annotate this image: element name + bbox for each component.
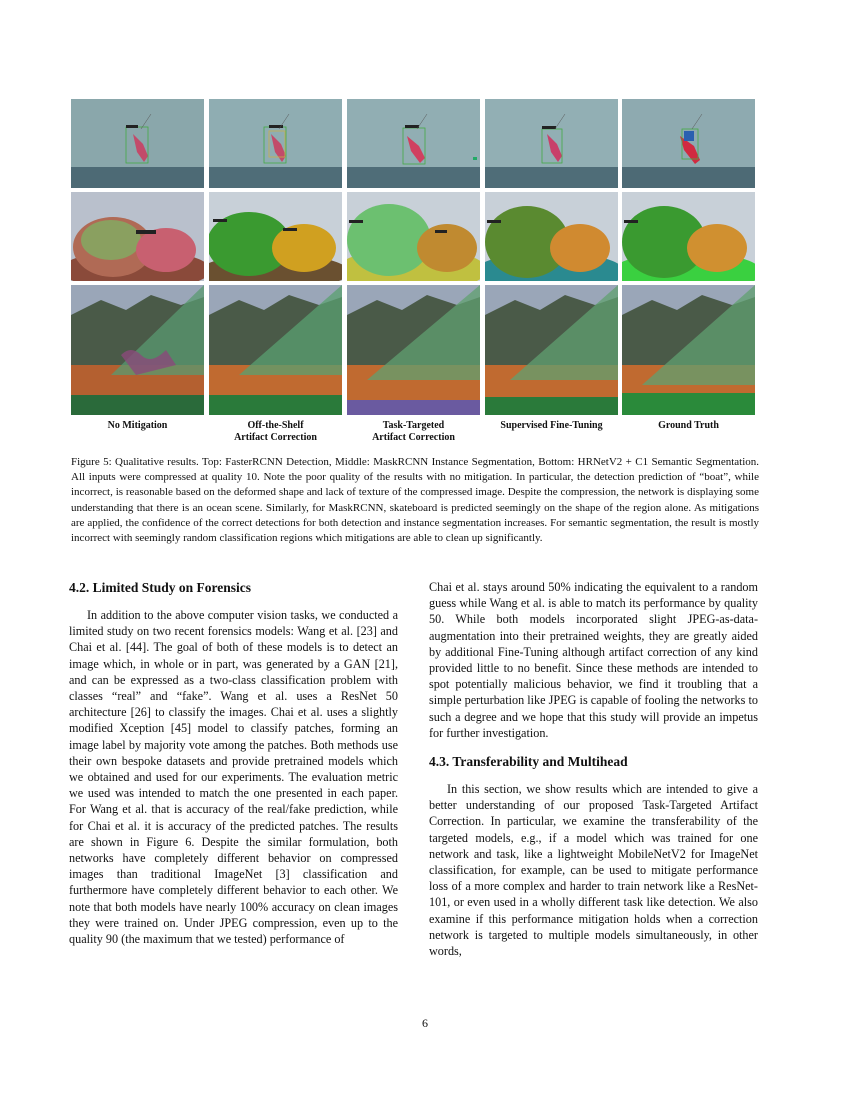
semantic-fine-tuning-image (485, 285, 618, 415)
page-number: 6 (422, 1016, 428, 1030)
column-label-ground-truth: Ground Truth (658, 420, 719, 431)
segmentation-off-the-shelf-image (209, 192, 342, 281)
detection-task-targeted-image (347, 99, 480, 188)
result-grid (71, 99, 755, 419)
detection-no-mitigation-image (71, 99, 204, 188)
semantic-task-targeted-image (347, 285, 480, 415)
forensics-paragraph: In addition to the above computer vision tasks, we conducted a limited study on two recent forensics models: Wang et al. [23] and Chai et al. [44]. The goal of both of these models is to detect an image which, in whole or in part, was generated by a GAN [21], and can be expressed as a two-class classification problem with classes “real” and “fake”. Wang et al. uses a ResNet 50 architecture [26] to classify the images. Chai et al. uses a slightly modified Xception [45] model to classify patches, forming an image label by majority vote among the patches. Both methods use their own bespoke datasets and provide pretrained models which we obtained and used for our experiments. The evaluation metric we used was intended to match the one presented in each paper. For Wang et al. that is accuracy of the real/fake prediction, while for Chai et al. it is accuracy of the predicted patches. The results are shown in Figure 6. Despite the similar formulation, both networks have completely different behavior on compressed images than traditional ImageNet [3] classification and furthermore have completely different behavior to each other. We note that both models have nearly 100% accuracy on clean images they were trained on. Under JPEG compression, even up to the quality 90 (the maximum that we tested) performance of (69, 608, 398, 947)
right-column (429, 579, 758, 959)
column-label-no-mitigation: No Mitigation (107, 420, 168, 431)
segmentation-fine-tuning-image (485, 192, 618, 281)
segmentation-ground-truth-image (622, 192, 755, 281)
column-labels (71, 420, 755, 450)
figure-caption: Figure 5: Qualitative results. Top: FasterRCNN Detection, Middle: MaskRCNN Instance Segmentation, Bottom: HRNetV2 + C1 Semantic Segmentation. All inputs were compressed at quality 10. Note the poor quality of the results with no mitigation. In particular, the detection prediction of “boat”, while incorrect, is reasonable based on the deformed shape and lack of texture of the compressed image. Despite the compression, the network is displaying some understanding that there is an ocean scene. Similarly, for MaskRCNN, skateboard is predicted seemingly on the shape of the region alone. As mitigations are applied, the confidence of the correct detections for both detection and instance segmentation increases. For semantic segmentation, the result is mostly incorrect with seemingly random classification regions which mitigations are able to clean up significantly. (71, 456, 759, 545)
transferability-paragraph: In this section, we show results which are intended to give a better understanding of our proposed Task-Targeted Artifact Correction. In particular, we examine the transferability of the targeted models, e.g., if a model which was trained for one network and task, like a lightweight MobileNetV2 for ImageNet classification, for example, can be used to mitigate performance loss of a more complex and harder to train network like a ResNet-101, or even used in a wholly different task like detection. We also examine if this performance mitigation holds when a correction network is targeted to multiple models simultaneously, in other words, (429, 782, 758, 959)
section-heading-forensics: 4.2. Limited Study on Forensics (69, 580, 252, 595)
section-heading-transferability: 4.3. Transferability and Multihead (429, 754, 628, 770)
semantic-off-the-shelf-image (209, 285, 342, 415)
detection-fine-tuning-image (485, 99, 618, 188)
column-label-off-the-shelf: Off-the-Shelf Artifact Correction (234, 420, 317, 443)
semantic-ground-truth-image (622, 285, 755, 415)
detection-ground-truth-image (622, 99, 755, 188)
detection-off-the-shelf-image (209, 99, 342, 188)
figure-5 (71, 99, 755, 419)
left-column (69, 579, 398, 947)
column-label-task-targeted: Task-Targeted Artifact Correction (372, 420, 455, 443)
segmentation-task-targeted-image (347, 192, 480, 281)
segmentation-no-mitigation-image (71, 192, 204, 281)
semantic-no-mitigation-image (71, 285, 204, 415)
forensics-paragraph-continued: Chai et al. stays around 50% indicating the equivalent to a random guess while Wang et al. is able to match its performance by quality 50. While both models incorporated slight JPEG-as-data-augmentation into their pretrained weights, they are greatly aided by additional Fine-Tuning although artifact correction of any kind provided little to no benefit. Since these methods are intended to spot potentially malicious behavior, we find it troubling that a simple perturbation like JPEG is capable of fooling the networks to such a degree and we hope that this study will provide an impetus for further investigation. (429, 580, 758, 740)
column-label-fine-tuning: Supervised Fine-Tuning (500, 420, 603, 431)
